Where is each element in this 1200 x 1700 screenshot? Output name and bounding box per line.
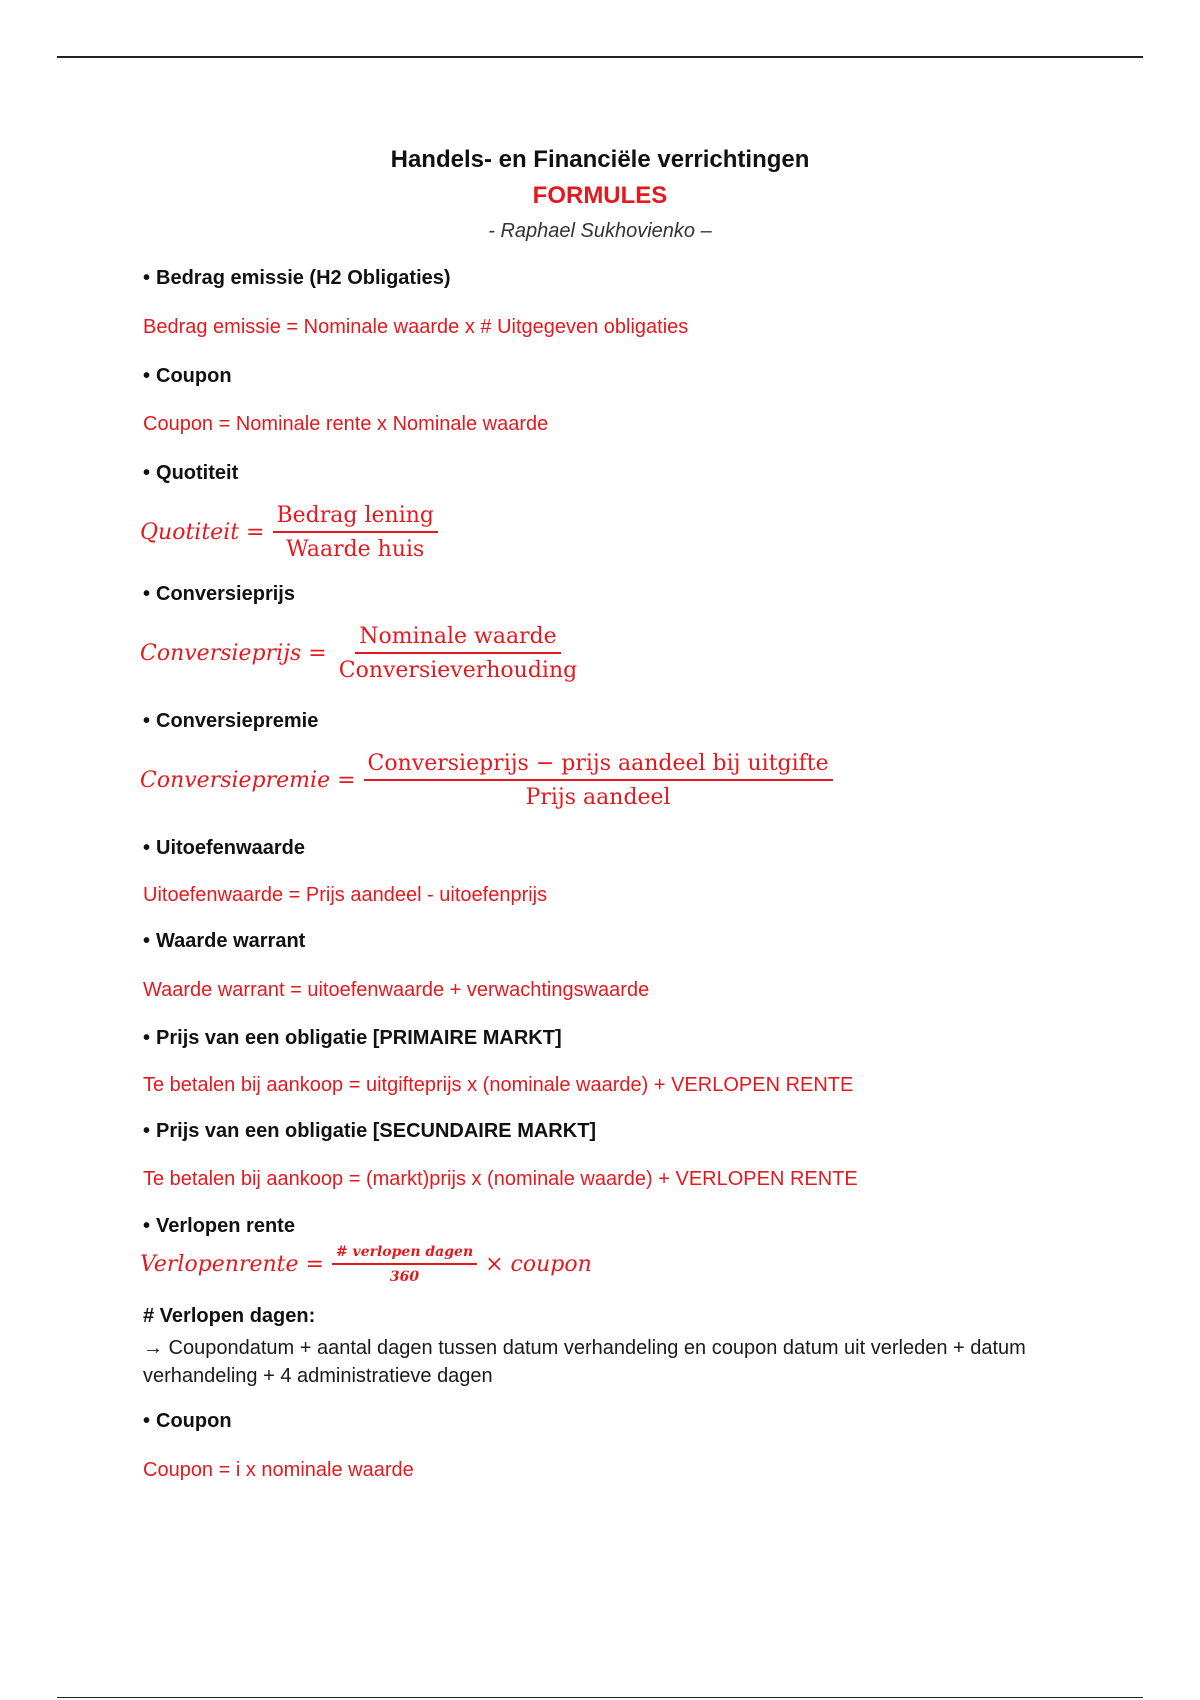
- numerator: # verlopen dagen: [332, 1244, 477, 1265]
- formula-verlopen-rente: [140, 1244, 592, 1285]
- denominator: Waarde huis: [286, 537, 425, 562]
- top-rule: [57, 56, 1143, 58]
- heading-uitoefenwaarde: • Uitoefenwaarde: [143, 837, 305, 859]
- formula-lhs: Quotiteit =: [140, 520, 265, 545]
- author-line: - Raphael Sukhovienko –: [488, 220, 712, 242]
- bullet: •: [143, 267, 151, 289]
- bullet: •: [143, 462, 151, 484]
- formula-lhs: Verlopenrente =: [140, 1252, 324, 1277]
- bullet: •: [143, 710, 151, 732]
- formula-coupon-2: Coupon = i x nominale waarde: [143, 1459, 414, 1481]
- heading-coupon: • Coupon: [143, 365, 232, 387]
- heading-conversiepremie: • Conversiepremie: [143, 710, 319, 732]
- formula-conversieprijs: [140, 624, 581, 683]
- numerator: Bedrag lening: [273, 503, 439, 533]
- formula-conversiepremie: [140, 751, 833, 810]
- heading-verlopen-rente: • Verlopen rente: [143, 1215, 295, 1237]
- heading-primaire-markt: • Prijs van een obligatie [PRIMAIRE MARKT]: [143, 1027, 562, 1049]
- numerator: Nominale waarde: [355, 624, 560, 654]
- formula-quotiteit: [140, 503, 438, 562]
- fraction: [273, 503, 439, 562]
- bullet: •: [143, 365, 151, 387]
- heading-bedrag-emissie: • Bedrag emissie (H2 Obligaties): [143, 267, 451, 289]
- formula-uitoefenwaarde: Uitoefenwaarde = Prijs aandeel - uitoefenprijs: [143, 884, 548, 906]
- formula-tail: × coupon: [485, 1252, 592, 1277]
- heading-coupon-2: • Coupon: [143, 1410, 232, 1432]
- fraction: [335, 624, 581, 683]
- page-subtitle: FORMULES: [532, 182, 668, 209]
- bottom-rule: [57, 1697, 1143, 1698]
- formula-coupon: Coupon = Nominale rente x Nominale waarde: [143, 413, 549, 435]
- denominator: Prijs aandeel: [525, 785, 671, 810]
- heading-waarde-warrant: • Waarde warrant: [143, 930, 306, 952]
- bullet: •: [143, 1027, 151, 1049]
- fraction: [364, 751, 833, 810]
- heading-quotiteit: • Quotiteit: [143, 462, 239, 484]
- bullet: •: [143, 1215, 151, 1237]
- formula-primaire-markt: Te betalen bij aankoop = uitgifteprijs x (nominale waarde) + VERLOPEN RENTE: [143, 1074, 854, 1096]
- bullet: •: [143, 1410, 151, 1432]
- formula-bedrag-emissie: Bedrag emissie = Nominale waarde x # Uitgegeven obligaties: [143, 316, 689, 338]
- page-title: Handels- en Financiële verrichtingen: [390, 146, 810, 173]
- heading-conversieprijs: • Conversieprijs: [143, 583, 295, 605]
- numerator: Conversieprijs − prijs aandeel bij uitgifte: [364, 751, 833, 781]
- bullet: •: [143, 583, 151, 605]
- note-verlopen-dagen: → Coupondatum + aantal dagen tussen datum verhandeling en coupon datum uit verleden + datum verhandeling + 4 administratieve dagen: [143, 1337, 1026, 1387]
- bullet: •: [143, 1120, 151, 1142]
- formula-secundaire-markt: Te betalen bij aankoop = (markt)prijs x (nominale waarde) + VERLOPEN RENTE: [143, 1168, 858, 1190]
- bullet: •: [143, 837, 151, 859]
- fraction: [332, 1244, 477, 1285]
- denominator: 360: [389, 1269, 420, 1285]
- denominator: Conversieverhouding: [338, 658, 578, 683]
- formula-lhs: Conversieprijs =: [140, 641, 327, 666]
- formula-waarde-warrant: Waarde warrant = uitoefenwaarde + verwachtingswaarde: [143, 979, 650, 1001]
- heading-secundaire-markt: • Prijs van een obligatie [SECUNDAIRE MARKT]: [143, 1120, 597, 1142]
- bullet: •: [143, 930, 151, 952]
- heading-verlopen-dagen: # Verlopen dagen:: [143, 1305, 316, 1327]
- formula-lhs: Conversiepremie =: [140, 768, 356, 793]
